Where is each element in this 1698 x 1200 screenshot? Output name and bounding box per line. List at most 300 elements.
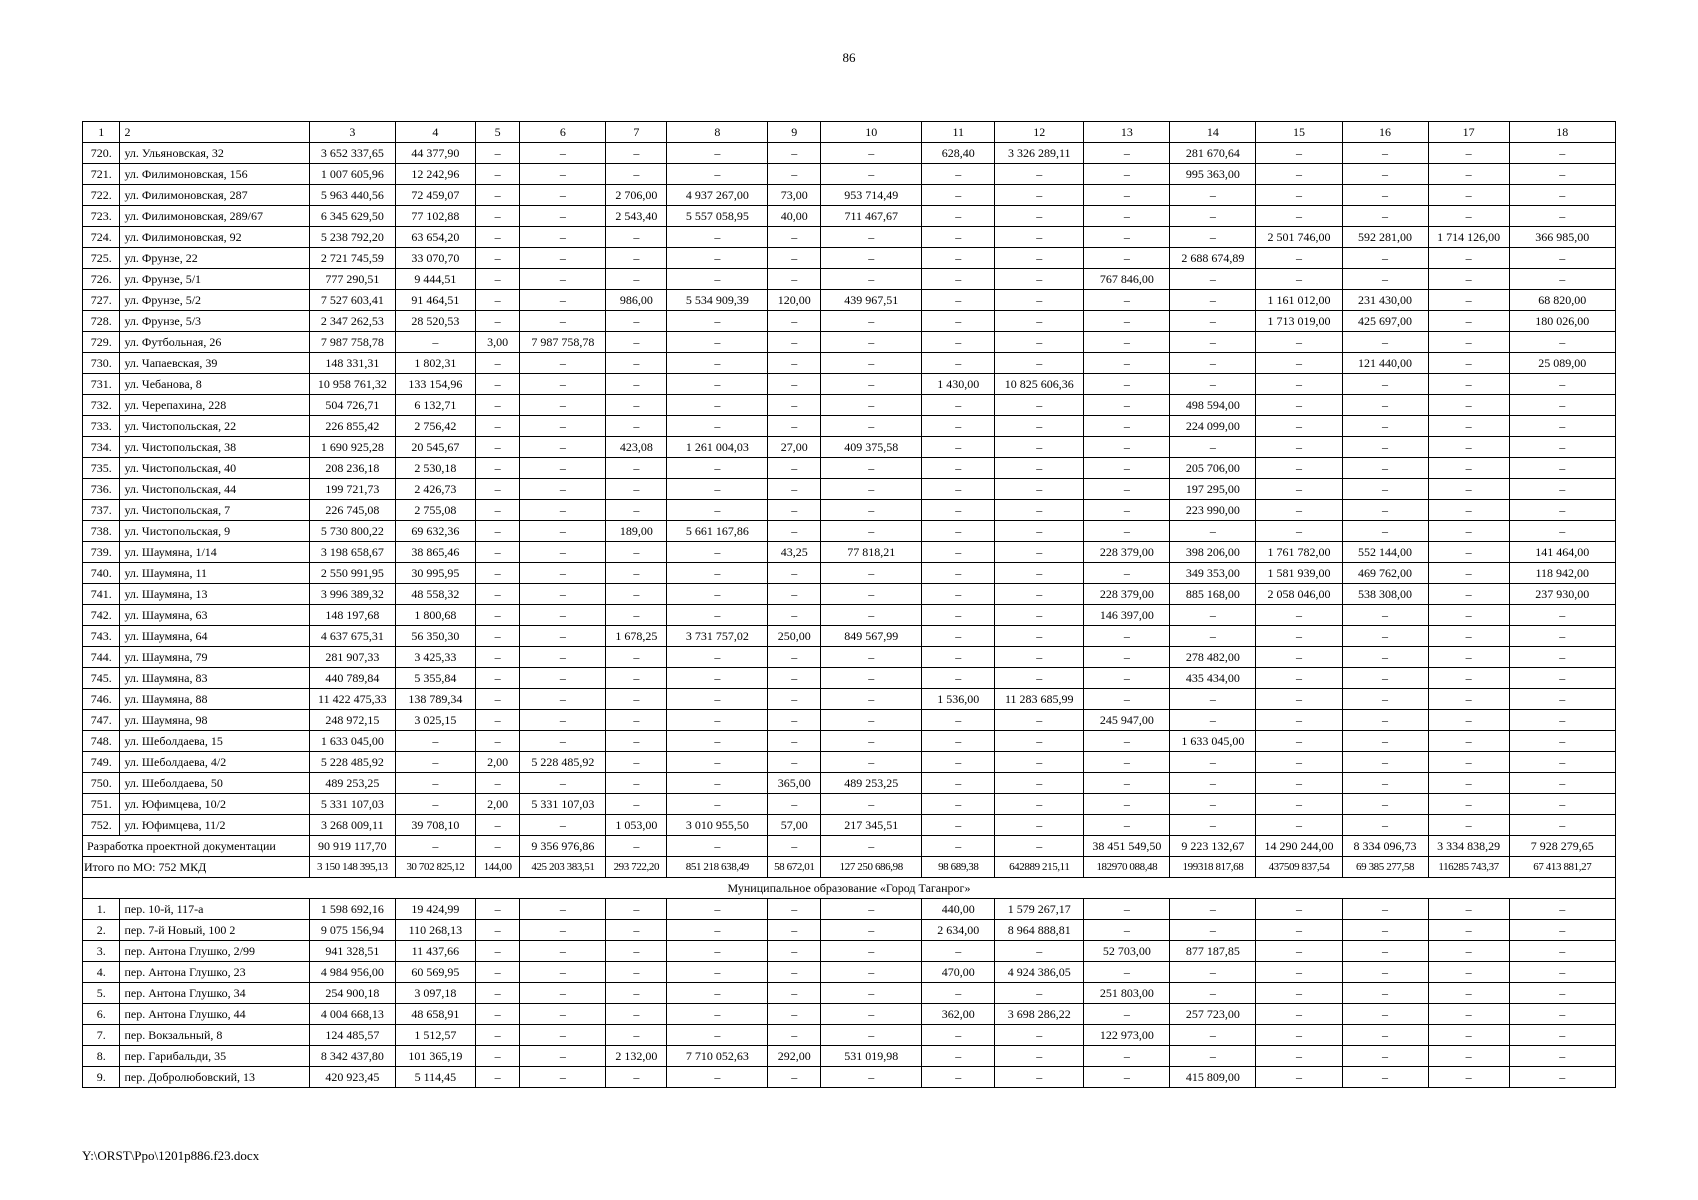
table-cell: – [1342, 374, 1428, 395]
table-cell: 17 [1428, 122, 1509, 143]
table-cell: – [520, 542, 606, 563]
table-cell: – [606, 269, 667, 290]
table-cell: – [1509, 920, 1615, 941]
table-cell: – [520, 710, 606, 731]
table-cell: – [1170, 521, 1256, 542]
table-cell: – [768, 374, 821, 395]
table-cell: – [475, 374, 520, 395]
table-cell: – [475, 227, 520, 248]
table-cell: – [821, 689, 922, 710]
table-cell: – [520, 395, 606, 416]
table-cell: – [475, 626, 520, 647]
table-cell: – [1256, 899, 1342, 920]
table-cell: 1 581 939,00 [1256, 563, 1342, 584]
table-cell: 60 569,95 [395, 962, 475, 983]
table-cell: – [1256, 437, 1342, 458]
table-cell: – [1509, 164, 1615, 185]
table-cell: – [922, 248, 995, 269]
table-cell: 5 661 167,86 [667, 521, 768, 542]
table-cell: 2 543,40 [606, 206, 667, 227]
table-cell: – [606, 143, 667, 164]
table-cell: 250,00 [768, 626, 821, 647]
table-cell: – [1428, 626, 1509, 647]
table-cell: – [1509, 374, 1615, 395]
table-cell: 3 198 658,67 [309, 542, 395, 563]
table-cell: – [1342, 248, 1428, 269]
table-cell: – [1342, 752, 1428, 773]
table-cell: – [1256, 395, 1342, 416]
table-cell: – [821, 563, 922, 584]
table-cell: – [995, 248, 1084, 269]
table-cell: – [1170, 815, 1256, 836]
table-cell: – [995, 395, 1084, 416]
table-cell: 118 942,00 [1509, 563, 1615, 584]
table-cell: – [395, 836, 475, 857]
table-cell: – [475, 290, 520, 311]
table-row [83, 521, 1616, 542]
table-cell: 281 907,33 [309, 647, 395, 668]
table-cell: – [475, 164, 520, 185]
table-cell: 146 397,00 [1084, 605, 1170, 626]
table-cell: – [1342, 1004, 1428, 1025]
table-cell: – [475, 1046, 520, 1067]
table-cell: – [667, 794, 768, 815]
table-cell: – [768, 647, 821, 668]
table-cell: 2 756,42 [395, 416, 475, 437]
table-cell: – [1428, 563, 1509, 584]
table-cell: – [768, 731, 821, 752]
table-cell: – [667, 500, 768, 521]
table-cell: – [1342, 164, 1428, 185]
table-cell: 851 218 638,49 [667, 857, 768, 878]
table-cell: – [667, 941, 768, 962]
table-cell: – [1342, 962, 1428, 983]
table-cell: – [395, 773, 475, 794]
table-cell: – [475, 248, 520, 269]
table-cell: 226 745,08 [309, 500, 395, 521]
table-cell: – [475, 815, 520, 836]
table-cell: – [606, 647, 667, 668]
table-cell: 43,25 [768, 542, 821, 563]
table-cell: – [475, 836, 520, 857]
table-cell: – [768, 311, 821, 332]
table-cell: – [1509, 248, 1615, 269]
table-cell: 425 697,00 [1342, 311, 1428, 332]
table-cell: – [922, 542, 995, 563]
table-cell: – [821, 311, 922, 332]
table-cell: 504 726,71 [309, 395, 395, 416]
table-cell: – [995, 458, 1084, 479]
table-cell: – [520, 584, 606, 605]
table-cell: – [606, 983, 667, 1004]
table-cell: – [1256, 500, 1342, 521]
table-cell: – [1084, 962, 1170, 983]
table-cell: – [922, 479, 995, 500]
table-cell: – [821, 164, 922, 185]
table-cell: 8 [667, 122, 768, 143]
table-cell: 133 154,96 [395, 374, 475, 395]
table-cell: – [1342, 479, 1428, 500]
table-cell: – [821, 227, 922, 248]
table-cell: – [1428, 143, 1509, 164]
table-cell: – [768, 584, 821, 605]
table-cell: ул. Филимоновская, 156 [120, 164, 309, 185]
table-cell: – [606, 836, 667, 857]
table-cell: – [1170, 353, 1256, 374]
table-cell: – [922, 290, 995, 311]
table-cell: – [1428, 941, 1509, 962]
table-cell: – [1342, 731, 1428, 752]
table-cell: – [395, 332, 475, 353]
table-cell: ул. Шаумяна, 88 [120, 689, 309, 710]
table-cell: 1 [83, 122, 120, 143]
table-cell: 9 075 156,94 [309, 920, 395, 941]
table-cell: – [475, 521, 520, 542]
table-cell: – [475, 311, 520, 332]
table-cell: – [1509, 794, 1615, 815]
table-cell: – [922, 815, 995, 836]
table-cell: – [1170, 1046, 1256, 1067]
table-cell: ул. Чистопольская, 44 [120, 479, 309, 500]
table-cell: – [1509, 458, 1615, 479]
table-cell: – [667, 332, 768, 353]
table-cell: – [1170, 311, 1256, 332]
table-cell: – [475, 941, 520, 962]
table-cell: 226 855,42 [309, 416, 395, 437]
data-table-container [82, 121, 1616, 1088]
table-cell: – [1256, 374, 1342, 395]
design-documentation-row [83, 836, 1616, 857]
table-cell: – [520, 668, 606, 689]
table-cell: – [1256, 1004, 1342, 1025]
table-cell: 223 990,00 [1170, 500, 1256, 521]
table-cell: – [1428, 395, 1509, 416]
table-cell: – [667, 983, 768, 1004]
table-cell: – [1170, 626, 1256, 647]
table-cell: ул. Шеболдаева, 4/2 [120, 752, 309, 773]
table-cell: – [1084, 500, 1170, 521]
table-cell: – [606, 710, 667, 731]
table-cell: 415 809,00 [1170, 1067, 1256, 1088]
table-cell: – [606, 941, 667, 962]
table-cell: – [1170, 962, 1256, 983]
table-cell: – [520, 164, 606, 185]
table-cell: – [922, 983, 995, 1004]
table-cell: – [475, 920, 520, 941]
table-cell: 2,00 [475, 752, 520, 773]
table-cell: – [1084, 164, 1170, 185]
table-cell: – [995, 773, 1084, 794]
table-cell: – [995, 500, 1084, 521]
table-cell: – [1256, 815, 1342, 836]
table-cell: – [1428, 248, 1509, 269]
table-cell: 116285 743,37 [1428, 857, 1509, 878]
table-cell: – [821, 353, 922, 374]
table-cell: – [1509, 500, 1615, 521]
table-cell: 1 007 605,96 [309, 164, 395, 185]
table-cell: – [821, 395, 922, 416]
table-row [83, 731, 1616, 752]
table-cell: – [667, 542, 768, 563]
table-cell: 254 900,18 [309, 983, 395, 1004]
table-cell: 144,00 [475, 857, 520, 878]
table-cell: – [1342, 458, 1428, 479]
table-cell: 10 [821, 122, 922, 143]
table-cell: 538 308,00 [1342, 584, 1428, 605]
table-cell: 69 385 277,58 [1342, 857, 1428, 878]
table-cell: 189,00 [606, 521, 667, 542]
table-cell: 14 [1170, 122, 1256, 143]
table-row [83, 248, 1616, 269]
table-cell: 5 534 909,39 [667, 290, 768, 311]
table-cell: – [475, 899, 520, 920]
table-row [83, 962, 1616, 983]
table-cell: – [475, 269, 520, 290]
table-cell: – [1509, 710, 1615, 731]
table-cell: 435 434,00 [1170, 668, 1256, 689]
table-cell: 14 290 244,00 [1256, 836, 1342, 857]
table-cell: – [995, 269, 1084, 290]
table-cell: – [1342, 521, 1428, 542]
table-cell: – [995, 668, 1084, 689]
table-row [83, 143, 1616, 164]
table-cell: – [1084, 458, 1170, 479]
table-cell: – [1428, 1067, 1509, 1088]
table-cell: – [520, 920, 606, 941]
table-cell: 292,00 [768, 1046, 821, 1067]
table-row [83, 920, 1616, 941]
table-cell: 5 238 792,20 [309, 227, 395, 248]
table-cell: 11 283 685,99 [995, 689, 1084, 710]
table-cell: – [667, 227, 768, 248]
table-cell: – [922, 836, 995, 857]
table-cell: – [1256, 626, 1342, 647]
table-row [83, 500, 1616, 521]
table-cell: – [768, 794, 821, 815]
table-cell: – [1428, 962, 1509, 983]
table-cell: 592 281,00 [1342, 227, 1428, 248]
table-cell: – [1084, 731, 1170, 752]
table-cell: 743. [83, 626, 120, 647]
table-cell: 180 026,00 [1509, 311, 1615, 332]
table-cell: 1. [83, 899, 120, 920]
table-cell: 489 253,25 [309, 773, 395, 794]
table-cell: – [520, 311, 606, 332]
table-cell: – [995, 311, 1084, 332]
table-cell: – [1428, 185, 1509, 206]
table-cell: – [520, 689, 606, 710]
table-row [83, 626, 1616, 647]
table-cell: 2 058 046,00 [1256, 584, 1342, 605]
table-row [83, 374, 1616, 395]
table-cell: – [1084, 185, 1170, 206]
table-cell: – [995, 164, 1084, 185]
table-cell: – [606, 605, 667, 626]
table-cell: – [1256, 1046, 1342, 1067]
table-cell: – [768, 605, 821, 626]
table-cell: – [520, 143, 606, 164]
table-row [83, 353, 1616, 374]
table-cell: – [1084, 920, 1170, 941]
table-cell: ул. Шаумяна, 79 [120, 647, 309, 668]
table-cell: 58 672,01 [768, 857, 821, 878]
table-cell: – [667, 710, 768, 731]
table-cell: – [667, 458, 768, 479]
table-cell: 25 089,00 [1509, 353, 1615, 374]
table-cell: 98 689,38 [922, 857, 995, 878]
table-cell: – [475, 353, 520, 374]
table-cell: 11 422 475,33 [309, 689, 395, 710]
table-cell: – [768, 962, 821, 983]
table-cell: – [1170, 269, 1256, 290]
table-row [83, 1025, 1616, 1046]
table-cell: 1 714 126,00 [1428, 227, 1509, 248]
table-cell: – [475, 395, 520, 416]
table-cell: – [821, 710, 922, 731]
table-cell: – [1428, 983, 1509, 1004]
table-cell: – [1509, 689, 1615, 710]
table-cell: – [1256, 416, 1342, 437]
table-cell: – [1509, 983, 1615, 1004]
table-cell: – [1342, 815, 1428, 836]
table-cell: – [1342, 983, 1428, 1004]
table-cell: – [768, 521, 821, 542]
table-cell: 642889 215,11 [995, 857, 1084, 878]
table-cell: – [1170, 794, 1256, 815]
table-cell: 440,00 [922, 899, 995, 920]
table-cell: – [1428, 500, 1509, 521]
table-cell: 4 937 267,00 [667, 185, 768, 206]
table-cell: – [922, 269, 995, 290]
table-cell: – [1342, 437, 1428, 458]
table-cell: 731. [83, 374, 120, 395]
table-cell: 77 102,88 [395, 206, 475, 227]
table-cell: – [520, 185, 606, 206]
table-cell: – [995, 1046, 1084, 1067]
table-cell: – [922, 458, 995, 479]
table-cell: – [1509, 521, 1615, 542]
table-cell: – [520, 563, 606, 584]
table-cell: – [1256, 689, 1342, 710]
table-cell: – [922, 1067, 995, 1088]
table-row [83, 416, 1616, 437]
table-cell: – [922, 710, 995, 731]
table-cell: пер. Вокзальный, 8 [120, 1025, 309, 1046]
table-cell: – [520, 458, 606, 479]
table-body [83, 122, 1616, 1088]
table-cell: 9 [768, 122, 821, 143]
table-row [83, 710, 1616, 731]
table-cell: – [1256, 794, 1342, 815]
table-cell: – [821, 458, 922, 479]
table-cell: 182970 088,48 [1084, 857, 1170, 878]
table-cell: 733. [83, 416, 120, 437]
table-cell: ул. Юфимцева, 11/2 [120, 815, 309, 836]
table-cell: – [667, 269, 768, 290]
table-cell: – [821, 479, 922, 500]
table-cell: – [922, 353, 995, 374]
table-cell: – [922, 437, 995, 458]
table-cell: 257 723,00 [1170, 1004, 1256, 1025]
table-cell: – [1428, 437, 1509, 458]
table-cell: – [995, 1067, 1084, 1088]
table-cell: – [1170, 773, 1256, 794]
table-cell: – [667, 479, 768, 500]
table-cell: – [1428, 773, 1509, 794]
table-cell: 67 413 881,27 [1509, 857, 1615, 878]
table-cell: 362,00 [922, 1004, 995, 1025]
table-cell: – [1256, 164, 1342, 185]
table-cell: – [1084, 689, 1170, 710]
table-cell: – [520, 941, 606, 962]
table-cell: 3 326 289,11 [995, 143, 1084, 164]
table-cell: – [606, 1067, 667, 1088]
table-cell: – [995, 290, 1084, 311]
table-cell: – [520, 374, 606, 395]
table-cell: ул. Чистопольская, 40 [120, 458, 309, 479]
table-cell: – [520, 437, 606, 458]
table-cell: – [922, 794, 995, 815]
table-cell: – [667, 605, 768, 626]
table-row [83, 794, 1616, 815]
table-cell: – [1428, 374, 1509, 395]
table-cell: 30 995,95 [395, 563, 475, 584]
table-cell: 1 512,57 [395, 1025, 475, 1046]
table-cell: – [475, 983, 520, 1004]
table-cell: 439 967,51 [821, 290, 922, 311]
table-cell: 122 973,00 [1084, 1025, 1170, 1046]
table-cell: 2 706,00 [606, 185, 667, 206]
table-cell: – [922, 731, 995, 752]
table-cell: – [1509, 1025, 1615, 1046]
table-cell: – [1084, 227, 1170, 248]
table-cell: ул. Филимоновская, 289/67 [120, 206, 309, 227]
table-cell: – [1084, 374, 1170, 395]
table-cell: – [520, 206, 606, 227]
table-cell: – [1509, 143, 1615, 164]
table-cell: 3 097,18 [395, 983, 475, 1004]
table-cell: ул. Филимоновская, 287 [120, 185, 309, 206]
table-cell: 3 025,15 [395, 710, 475, 731]
table-row [83, 164, 1616, 185]
table-cell: – [1256, 962, 1342, 983]
table-cell: 48 658,91 [395, 1004, 475, 1025]
table-cell: ул. Шаумяна, 98 [120, 710, 309, 731]
table-cell: – [1342, 332, 1428, 353]
table-cell: – [1509, 899, 1615, 920]
table-cell: 3 698 286,22 [995, 1004, 1084, 1025]
table-cell: – [768, 689, 821, 710]
table-cell: – [475, 1067, 520, 1088]
table-cell: 5 557 058,95 [667, 206, 768, 227]
table-cell: – [1509, 206, 1615, 227]
table-cell: – [922, 332, 995, 353]
table-cell: пер. Антона Глушко, 34 [120, 983, 309, 1004]
table-cell: – [1342, 668, 1428, 689]
table-cell: – [1256, 521, 1342, 542]
table-cell: 1 633 045,00 [309, 731, 395, 752]
table-cell: – [1084, 1004, 1170, 1025]
table-cell: – [768, 353, 821, 374]
table-cell: – [1256, 710, 1342, 731]
table-cell: ул. Шаумяна, 13 [120, 584, 309, 605]
table-cell: – [606, 920, 667, 941]
table-cell: – [1256, 605, 1342, 626]
table-cell: 5 355,84 [395, 668, 475, 689]
table-cell: 278 482,00 [1170, 647, 1256, 668]
table-cell: – [1256, 332, 1342, 353]
table-cell: 52 703,00 [1084, 941, 1170, 962]
